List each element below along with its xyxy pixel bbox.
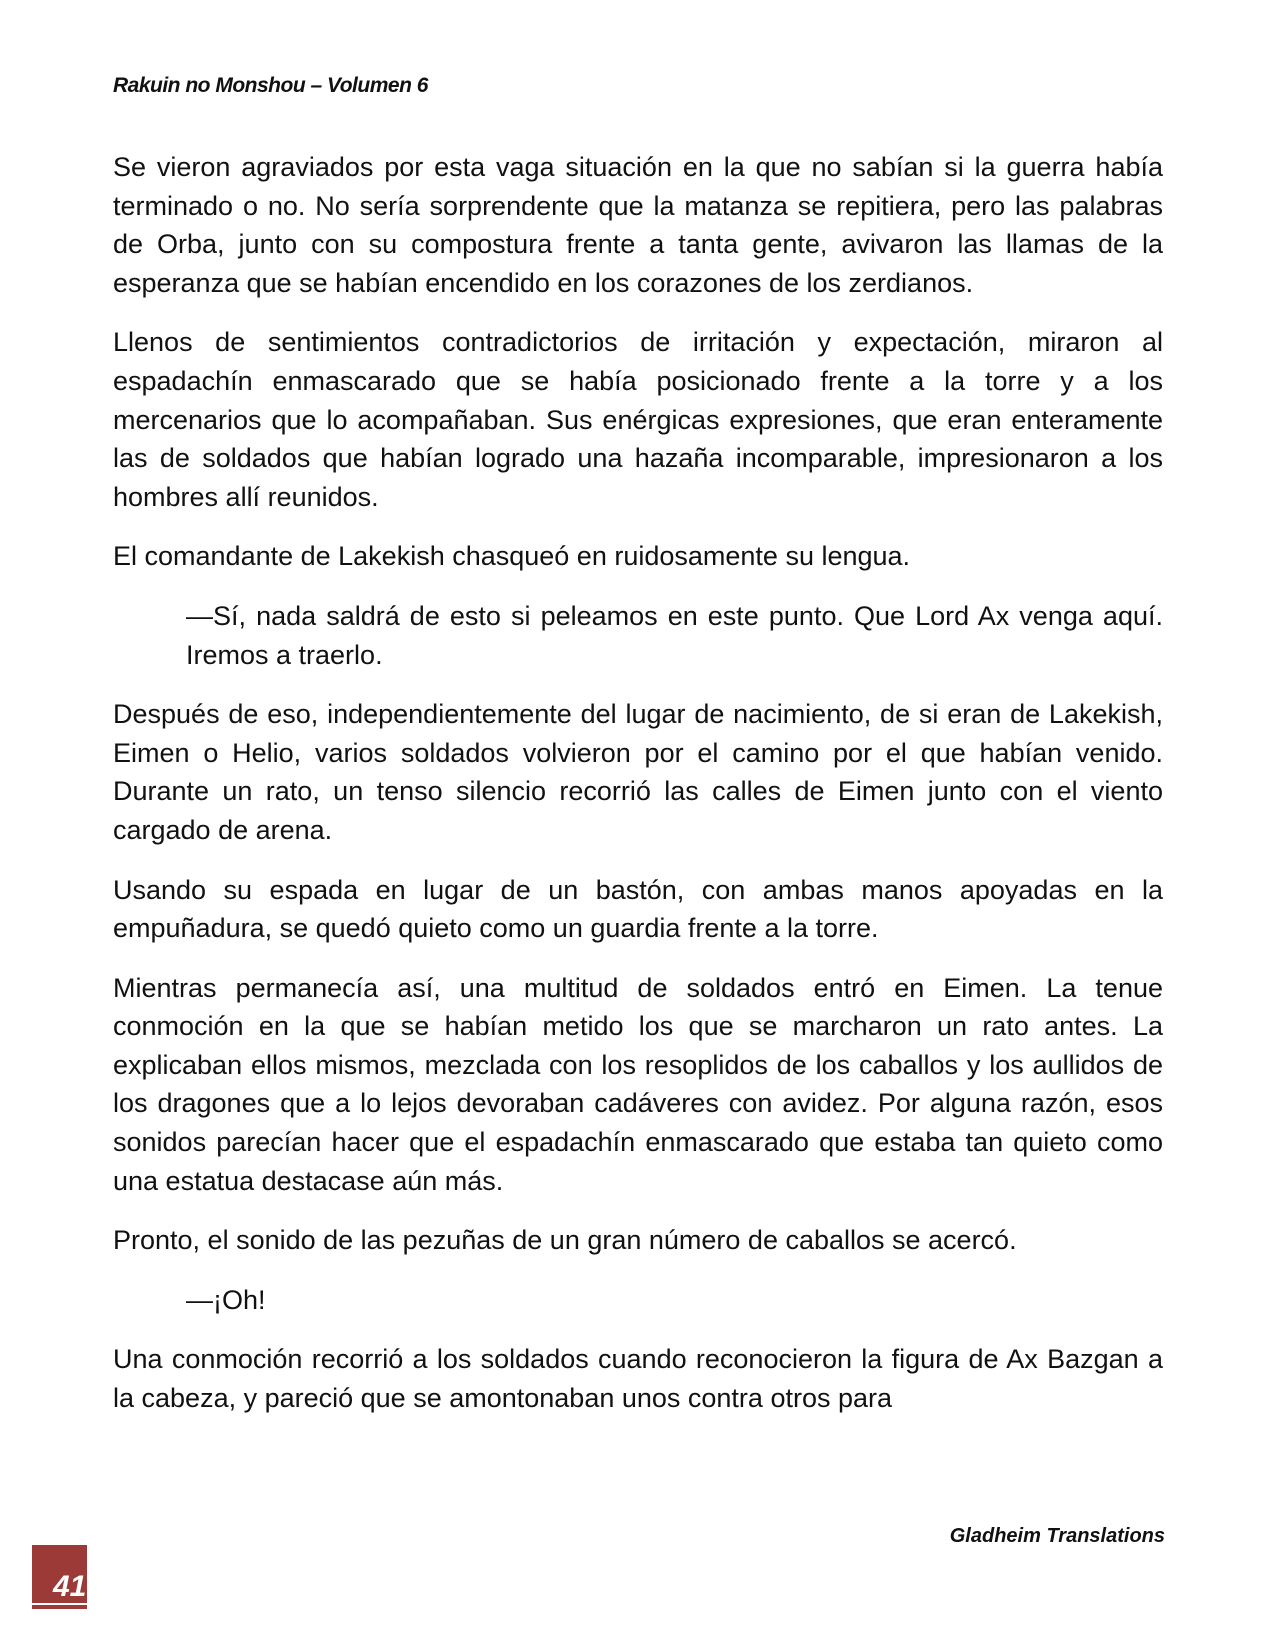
dialogue-paragraph: —Sí, nada saldrá de esto si peleamos en este punto. Que Lord Ax venga aquí. Iremos a traerlo. xyxy=(186,600,1163,670)
page-number-underline xyxy=(32,1603,87,1605)
paragraph: El comandante de Lakekish chasqueó en ruidosamente su lengua. xyxy=(113,541,911,572)
running-header-title: Rakuin no Monshou – Volumen 6 xyxy=(113,74,428,97)
paragraph: Se vieron agraviados por esta vaga situación en la que no sabían si la guerra había terminado o no. No sería sorprendente que la matanza se repitiera, pero las palabras de Orba, junto con su compostura frente a tanta gente, avivaron las llamas de la esperanza que se habían encendido en los corazones de los zerdianos. xyxy=(113,152,1163,298)
paragraph: Llenos de sentimientos contradictorios de irritación y expectación, miraron al espadachín enmascarado que se había posicionado frente a la torre y a los mercenarios que lo acompañaban. Sus enérgicas expresiones, que eran enteramente las de soldados que habían logrado una hazaña incomparable, impresionaron a los hombres allí reunidos. xyxy=(113,327,1163,512)
page-number: 41 xyxy=(53,1570,87,1603)
dialogue-paragraph: —¡Oh! xyxy=(186,1284,266,1315)
paragraph: Usando su espada en lugar de un bastón, con ambas manos apoyadas en la empuñadura, se quedó quieto como un guardia frente a la torre. xyxy=(113,874,1163,944)
footer-credit: Gladheim Translations xyxy=(949,1525,1165,1547)
page-number-badge xyxy=(32,1545,87,1609)
paragraph: Mientras permanecía así, una multitud de soldados entró en Eimen. La tenue conmoción en la que se habían metido los que se marcharon un rato antes. La explicaban ellos mismos, mezclada con los resoplidos de los caballos y los aullidos de los dragones que a lo lejos devoraban cadáveres con avidez. Por alguna razón, esos sonidos parecían hacer que el espadachín enmascarado que estaba tan quieto como una estatua destacase aún más. xyxy=(113,972,1163,1196)
paragraph: Después de eso, independientemente del lugar de nacimiento, de si eran de Lakekish, Eimen o Helio, varios soldados volvieron por el camino por el que habían venido. Durante un rato, un tenso silencio recorrió las calles de Eimen junto con el viento cargado de arena. xyxy=(113,699,1163,845)
page-body xyxy=(113,148,1163,1439)
paragraph: Pronto, el sonido de las pezuñas de un gran número de caballos se acercó. xyxy=(113,1225,1017,1256)
paragraph: Una conmoción recorrió a los soldados cuando reconocieron la figura de Ax Bazgan a la cabeza, y pareció que se amontonaban unos contra otros para xyxy=(113,1344,1163,1414)
